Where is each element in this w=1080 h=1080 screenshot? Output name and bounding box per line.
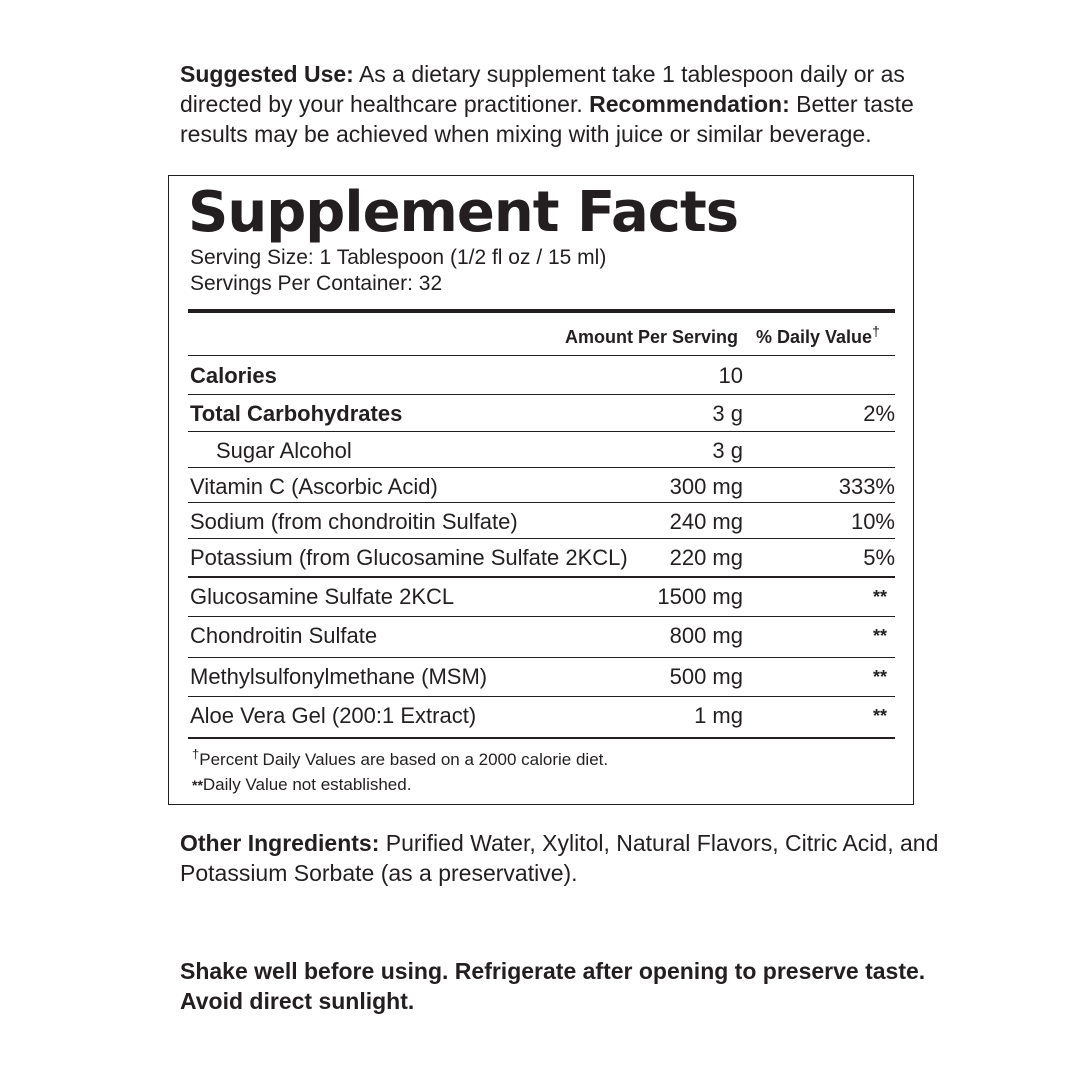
serving-size: Serving Size: 1 Tablespoon (1/2 fl oz / 15 ml) — [190, 246, 607, 269]
nutrient-row — [188, 617, 895, 658]
suggested-use-body: As a dietary supplement take 1 tablespoon daily or as directed by your healthcare practitioner. — [180, 61, 905, 117]
footnote-not-established — [192, 774, 411, 796]
nutrient-row — [188, 468, 895, 503]
nutrient-row — [188, 697, 895, 739]
nutrient-amount: 3 g — [712, 438, 743, 463]
nutrient-name: Vitamin C (Ascorbic Acid) — [190, 474, 438, 499]
footnote-daily-values — [192, 746, 609, 771]
nutrient-name: Sugar Alcohol — [216, 438, 352, 463]
nutrient-amount: 1500 mg — [657, 584, 743, 609]
nutrient-name: Potassium (from Glucosamine Sulfate 2KCL) — [190, 545, 628, 570]
nutrient-daily-value: ** — [872, 626, 887, 646]
nutrient-row — [188, 578, 895, 617]
header-divider — [188, 355, 895, 356]
nutrient-name: Sodium (from chondroitin Sulfate) — [190, 509, 518, 534]
nutrient-row — [188, 357, 895, 395]
nutrient-amount: 220 mg — [669, 545, 743, 570]
footnote-dagger: † — [192, 746, 200, 762]
nutrient-amount: 3 g — [712, 401, 743, 426]
nutrient-row — [188, 503, 895, 539]
thick-divider — [188, 309, 895, 313]
amount-column-header: Amount Per Serving — [565, 327, 739, 347]
nutrient-name: Total Carbohydrates — [190, 401, 403, 426]
nutrient-row — [188, 432, 895, 468]
nutrient-daily-value: ** — [872, 587, 887, 607]
nutrient-amount: 300 mg — [669, 474, 743, 499]
nutrient-daily-value: 5% — [863, 545, 895, 570]
nutrient-daily-value: 2% — [863, 401, 895, 426]
recommendation-body: Better taste results may be achieved when mixing with juice or similar beverage. — [180, 91, 914, 147]
footnote-asterisks: ** — [192, 777, 203, 793]
nutrient-row — [188, 658, 895, 697]
servings-per-container: Servings Per Container: 32 — [190, 272, 443, 295]
nutrient-row — [188, 395, 895, 432]
storage-warning: Shake well before using. Refrigerate after opening to preserve taste. Avoid direct sunlight. — [180, 958, 926, 1014]
nutrient-amount: 500 mg — [669, 664, 743, 689]
daily-value-header-label: % Daily Value — [756, 327, 873, 347]
nutrient-name: Chondroitin Sulfate — [190, 623, 378, 648]
nutrient-daily-value: 333% — [838, 474, 895, 499]
nutrient-daily-value: 10% — [850, 509, 895, 534]
suggested-use-label: Suggested Use: — [180, 61, 354, 87]
nutrient-daily-value: ** — [872, 667, 887, 687]
panel-title: Supplement Facts — [188, 180, 739, 245]
footnote-daily-values-text: Percent Daily Values are based on a 2000 calorie diet. — [199, 750, 609, 769]
nutrient-row — [188, 539, 895, 578]
nutrient-name: Methylsulfonylmethane (MSM) — [190, 664, 488, 689]
nutrient-amount: 10 — [718, 363, 743, 388]
nutrient-name: Glucosamine Sulfate 2KCL — [190, 584, 455, 609]
nutrient-amount: 800 mg — [669, 623, 743, 648]
suggested-use-text — [180, 59, 940, 149]
recommendation-label: Recommendation: — [589, 91, 790, 117]
daily-value-column-header — [756, 323, 880, 348]
nutrient-name: Aloe Vera Gel (200:1 Extract) — [190, 703, 477, 728]
nutrient-amount: 240 mg — [669, 509, 743, 534]
dagger-mark: † — [872, 323, 880, 339]
other-ingredients-text: Purified Water, Xylitol, Natural Flavors, Citric Acid, and Potassium Sorbate (as a preservative). — [180, 830, 939, 886]
nutrient-daily-value: ** — [872, 706, 887, 726]
footnote-not-established-text: Daily Value not established. — [202, 775, 412, 794]
other-ingredients — [180, 828, 940, 888]
other-ingredients-label: Other Ingredients: — [180, 830, 380, 856]
nutrient-amount: 1 mg — [694, 703, 743, 728]
nutrient-name: Calories — [190, 363, 277, 388]
